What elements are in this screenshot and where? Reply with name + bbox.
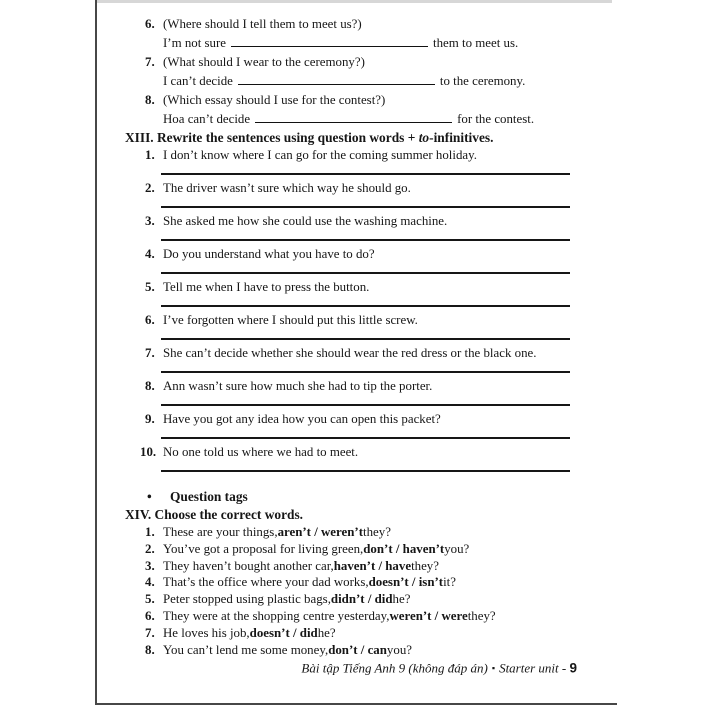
item-number: 7.	[145, 625, 155, 640]
sentence-end: he?	[317, 625, 336, 640]
choice-options: don’t / can	[328, 642, 387, 657]
fill-in-answer	[163, 72, 580, 91]
answer-write-line	[161, 272, 570, 274]
item-number: 3.	[145, 558, 155, 573]
heading-text: XIII. Rewrite the sentences using question words +	[125, 130, 419, 145]
sentence-end: he?	[392, 592, 411, 607]
answer-write-line	[161, 437, 570, 439]
section-13-heading	[125, 129, 580, 147]
bullet-icon: •	[147, 489, 152, 504]
item-number: 9.	[145, 412, 155, 426]
sentence-end: you?	[386, 642, 412, 657]
rewrite-item	[125, 345, 580, 373]
item-number: 10.	[140, 445, 157, 459]
section-13-rewrite	[125, 129, 580, 477]
choice-options: weren’t / were	[389, 608, 468, 623]
sentence-start: Peter stopped using plastic bags,	[163, 592, 331, 607]
sentence-start: They were at the shopping centre yesterday,	[163, 608, 390, 623]
topic-label: Question tags	[170, 489, 248, 504]
item-sentence: Do you understand what you have to do?	[163, 247, 375, 261]
rewrite-item	[125, 246, 580, 274]
rewrite-item	[125, 312, 580, 340]
item-number: 5.	[145, 280, 155, 294]
choice-item	[125, 541, 580, 558]
page-footer	[125, 660, 577, 677]
item-number: 6.	[145, 608, 155, 623]
question-tags-topic	[125, 488, 580, 506]
answer-write-line	[161, 338, 570, 340]
choice-options: haven’t / have	[333, 558, 412, 573]
item-number: 4.	[145, 575, 155, 590]
item-prompt: (Where should I tell them to meet us?)	[163, 17, 362, 31]
answer-after-blank: to the ceremony.	[439, 74, 526, 88]
choice-item	[125, 574, 580, 591]
answer-write-line	[161, 239, 570, 241]
scan-bottom-edge	[95, 703, 617, 705]
scan-top-edge	[97, 0, 612, 3]
answer-write-line	[161, 371, 570, 373]
footer-book-title: Bài tập Tiếng Anh 9 (không đáp án)	[301, 660, 488, 676]
choice-options: aren’t / weren’t	[277, 525, 363, 539]
sentence-start: That’s the office where your dad works,	[163, 575, 369, 590]
answer-before-blank: I can’t decide	[163, 74, 233, 88]
sentence-end: you?	[444, 541, 470, 556]
answer-before-blank: Hoa can’t decide	[163, 112, 251, 126]
item-number: 6.	[145, 313, 155, 327]
answer-blank	[238, 73, 435, 85]
rewrite-item	[125, 147, 580, 175]
fill-in-item	[125, 91, 580, 110]
answer-after-blank: for the contest.	[457, 112, 535, 126]
scan-left-edge	[95, 0, 97, 705]
rewrite-item	[125, 213, 580, 241]
choice-options: doesn’t / isn’t	[368, 575, 444, 590]
choice-options: didn’t / did	[330, 592, 393, 607]
item-sentence: She can’t decide whether she should wear the red dress or the black one.	[163, 346, 537, 360]
item-number: 2.	[145, 541, 155, 556]
choice-item	[125, 558, 580, 575]
sentence-start: They haven’t bought another car,	[163, 558, 334, 573]
answer-write-line	[161, 404, 570, 406]
answer-write-line	[161, 173, 570, 175]
rewrite-item	[125, 378, 580, 406]
item-number: 8.	[145, 642, 155, 657]
choice-item	[125, 625, 580, 642]
footer-unit-label: Starter unit -	[499, 660, 567, 676]
fill-in-item	[125, 15, 580, 34]
item-sentence: No one told us where we had to meet.	[163, 445, 359, 459]
section-14-heading: XIV. Choose the correct words.	[125, 507, 304, 522]
rewrite-item	[125, 279, 580, 307]
item-number: 8.	[145, 93, 155, 107]
choice-options: don’t / haven’t	[363, 541, 445, 556]
answer-blank	[255, 111, 452, 123]
rewrite-item	[125, 180, 580, 208]
fill-in-item	[125, 53, 580, 72]
item-number: 2.	[145, 181, 155, 195]
choice-options: doesn’t / did	[249, 625, 318, 640]
choice-item	[125, 591, 580, 608]
choice-item	[125, 608, 580, 625]
item-sentence: The driver wasn’t sure which way he should go.	[163, 181, 411, 195]
item-sentence: Ann wasn’t sure how much she had to tip the porter.	[163, 379, 433, 393]
choice-item	[125, 642, 580, 659]
item-number: 3.	[145, 214, 155, 228]
fill-in-answer	[163, 110, 580, 129]
item-number: 1.	[145, 148, 155, 162]
sentence-end: it?	[443, 575, 456, 590]
fill-in-exercise	[125, 15, 580, 129]
answer-blank	[231, 35, 428, 47]
sentence-start: He loves his job,	[163, 625, 250, 640]
item-sentence: Have you got any idea how you can open this packet?	[163, 412, 441, 426]
item-prompt: (Which essay should I use for the contest?)	[163, 93, 386, 107]
item-number: 6.	[145, 17, 155, 31]
item-sentence: I’ve forgotten where I should put this little screw.	[163, 313, 418, 327]
item-sentence: I don’t know where I can go for the coming summer holiday.	[163, 148, 477, 162]
choice-item	[125, 524, 580, 541]
rewrite-item	[125, 411, 580, 439]
rewrite-item	[125, 444, 580, 472]
sentence-end: they?	[363, 525, 391, 539]
item-number: 8.	[145, 379, 155, 393]
fill-in-answer	[163, 34, 580, 53]
item-number: 4.	[145, 247, 155, 261]
heading-italic-word: to	[418, 130, 430, 145]
item-sentence: Tell me when I have to press the button.	[163, 280, 370, 294]
answer-write-line	[161, 470, 570, 472]
sentence-start: You can’t lend me some money,	[163, 642, 329, 657]
answer-write-line	[161, 305, 570, 307]
sentence-start: You’ve got a proposal for living green,	[163, 541, 364, 556]
heading-text: -infinitives.	[429, 130, 494, 145]
item-number: 7.	[145, 55, 155, 69]
item-number: 5.	[145, 592, 155, 607]
sentence-end: they?	[467, 608, 496, 623]
square-separator-icon: ▪	[491, 663, 496, 673]
item-number: 1.	[145, 525, 155, 539]
sentence-end: they?	[411, 558, 439, 573]
item-sentence: She asked me how she could use the washing machine.	[163, 214, 448, 228]
item-number: 7.	[145, 346, 155, 360]
footer-page-number: 9	[569, 660, 577, 676]
item-prompt: (What should I wear to the ceremony?)	[163, 55, 365, 69]
sentence-start: These are your things,	[163, 525, 278, 539]
answer-after-blank: them to meet us.	[433, 36, 519, 50]
answer-write-line	[161, 206, 570, 208]
section-14-question-tags	[125, 488, 580, 658]
answer-before-blank: I’m not sure	[163, 36, 227, 50]
